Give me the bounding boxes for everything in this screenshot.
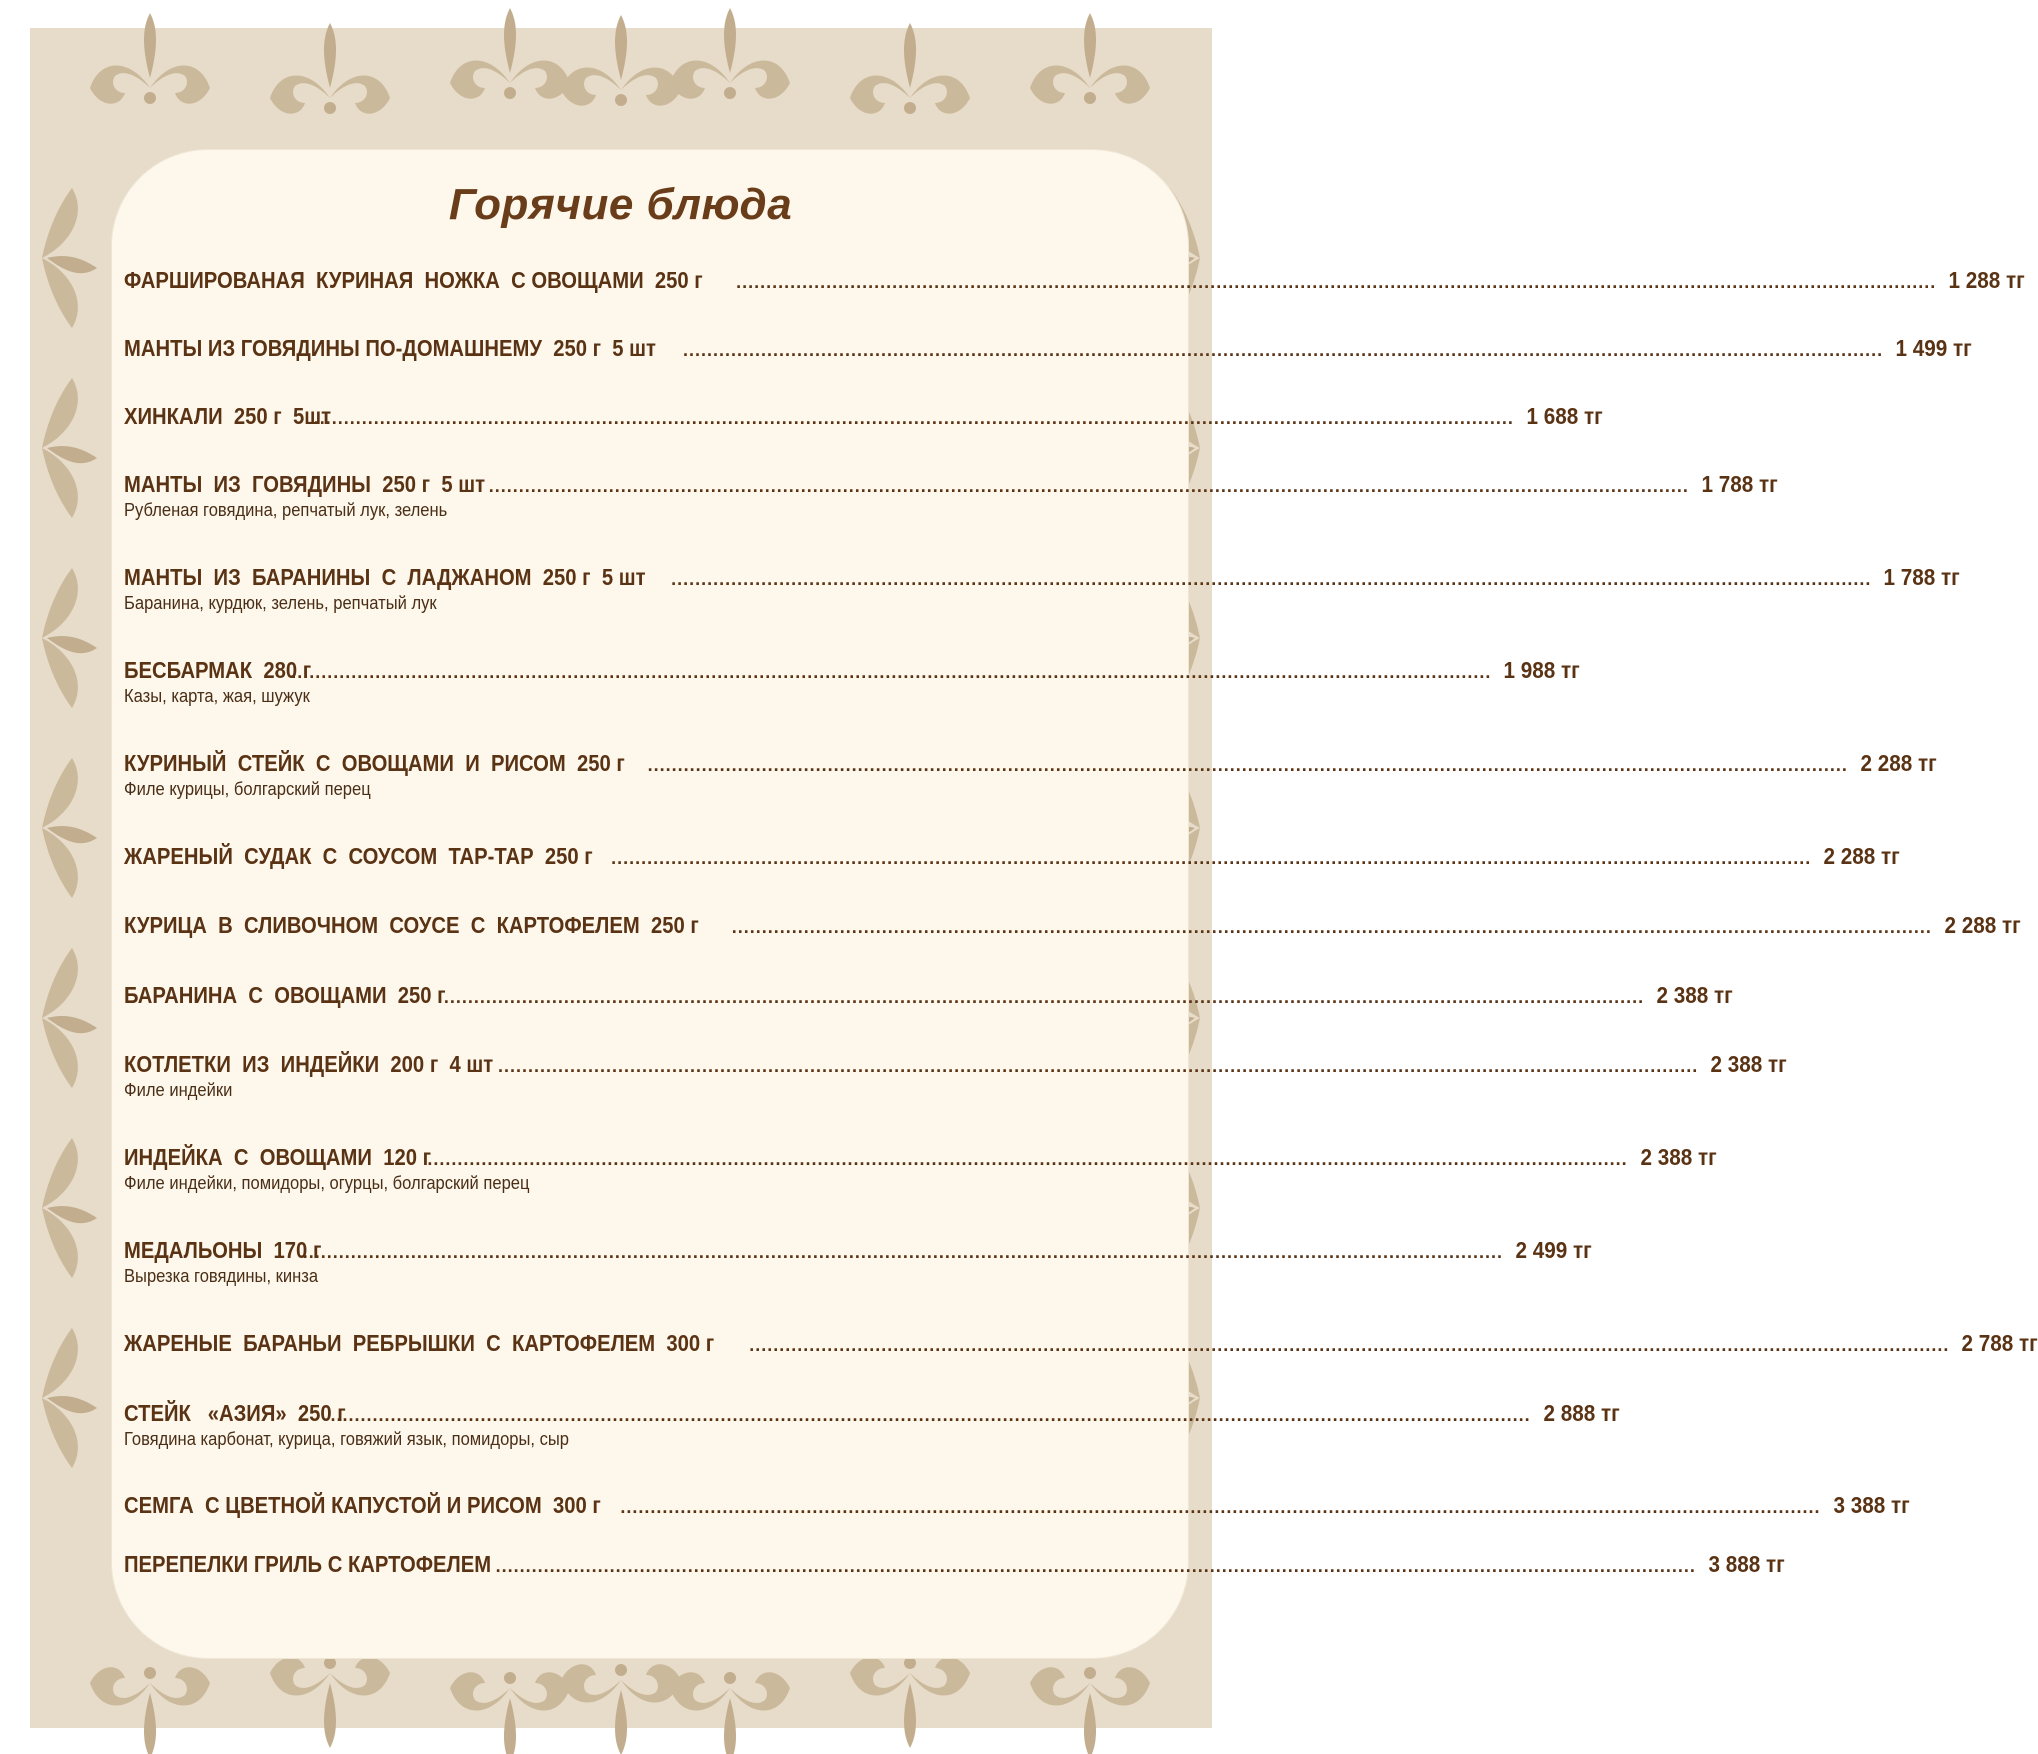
dot-leader: ........................................................................................................................................................................................................ <box>682 340 1884 360</box>
menu-item <box>124 1328 2038 1358</box>
item-price: 1 788 тг <box>1701 471 1778 497</box>
item-description: Рубленая говядина, репчатый лук, зелень <box>124 500 448 520</box>
item-name: ХИНКАЛИ 250 г 5шт <box>124 403 331 429</box>
dot-leader: ........................................................................................................................................................................................................ <box>291 662 1492 682</box>
dot-leader: ........................................................................................................................................................................................................ <box>498 1056 1699 1076</box>
dot-leader: ........................................................................................................................................................................................................ <box>495 1556 1696 1576</box>
menu-item <box>124 1235 1592 1287</box>
menu-item <box>124 748 1937 800</box>
dot-leader: ........................................................................................................................................................................................................ <box>647 755 1848 775</box>
item-name: МАНТЫ ИЗ ГОВЯДИНЫ ПО-ДОМАШНЕМУ 250 г 5 шт <box>124 335 656 361</box>
item-price: 2 499 тг <box>1515 1237 1592 1263</box>
item-name: ФАРШИРОВАНАЯ КУРИНАЯ НОЖКА С ОВОЩАМИ 250 г <box>124 267 703 293</box>
item-name: КУРИНЫЙ СТЕЙК С ОВОЩАМИ И РИСОМ 250 г <box>124 750 625 776</box>
menu-item <box>124 265 2026 295</box>
menu-item <box>124 1549 1785 1579</box>
item-price: 3 388 тг <box>1833 1492 1910 1518</box>
dot-leader: ........................................................................................................................................................................................................ <box>611 848 1812 868</box>
dot-leader: ........................................................................................................................................................................................................ <box>443 987 1645 1007</box>
item-price: 1 288 тг <box>1948 267 2026 293</box>
item-name: ЖАРЕНЫЕ БАРАНЬИ РЕБРЫШКИ С КАРТОФЕЛЕМ 300 г <box>124 1330 715 1356</box>
menu-item <box>124 1142 1717 1194</box>
menu-item <box>124 910 2021 940</box>
menu-item <box>124 562 1961 614</box>
item-price: 2 288 тг <box>1823 843 1901 869</box>
menu-item <box>124 841 1901 871</box>
dot-leader: ........................................................................................................................................................................................................ <box>671 569 1872 589</box>
item-price: 2 888 тг <box>1543 1400 1620 1426</box>
item-price: 3 888 тг <box>1708 1551 1785 1577</box>
item-name: СТЕЙК «АЗИЯ» 250 г <box>124 1400 346 1426</box>
menu-item <box>124 469 1778 521</box>
item-price: 1 788 тг <box>1883 564 1961 590</box>
page-title: Горячие блюда <box>448 180 793 229</box>
dot-leader: ........................................................................................................................................................................................................ <box>731 917 1932 937</box>
item-price: 1 499 тг <box>1895 335 1972 361</box>
menu-item <box>124 655 1581 707</box>
item-description: Говядина карбонат, курица, говяжий язык, помидоры, сыр <box>124 1429 570 1449</box>
dot-leader: ........................................................................................................................................................................................................ <box>749 1335 1950 1355</box>
dot-leader: ........................................................................................................................................................................................................ <box>736 272 1937 292</box>
item-name: ИНДЕЙКА С ОВОЩАМИ 120 г <box>124 1144 432 1170</box>
dot-leader: ........................................................................................................................................................................................................ <box>302 1242 1503 1262</box>
item-name: СЕМГА С ЦВЕТНОЙ КАПУСТОЙ И РИСОМ 300 г <box>124 1492 601 1518</box>
item-price: 2 288 тг <box>1944 912 2021 938</box>
menu-item <box>124 980 1733 1010</box>
dot-leader: ........................................................................................................................................................................................................ <box>330 1405 1531 1425</box>
item-price: 2 388 тг <box>1656 982 1733 1008</box>
menu-item <box>124 333 1972 363</box>
item-name: МАНТЫ ИЗ ГОВЯДИНЫ 250 г 5 шт <box>124 471 485 497</box>
item-name: БЕСБАРМАК 280 г <box>124 657 312 683</box>
item-description: Филе курицы, болгарский перец <box>124 779 371 799</box>
item-price: 2 288 тг <box>1860 750 1937 776</box>
dot-leader: ........................................................................................................................................................................................................ <box>620 1497 1821 1517</box>
item-price: 2 388 тг <box>1710 1051 1787 1077</box>
item-name: КУРИЦА В СЛИВОЧНОМ СОУСЕ С КАРТОФЕЛЕМ 250 г <box>124 912 699 938</box>
item-price: 1 988 тг <box>1503 657 1581 683</box>
menu-item <box>124 1049 1787 1101</box>
item-description: Филе индейки <box>124 1080 233 1100</box>
dot-leader: ........................................................................................................................................................................................................ <box>427 1149 1628 1169</box>
item-name: МАНТЫ ИЗ БАРАНИНЫ С ЛАДЖАНОМ 250 г 5 шт <box>124 564 646 590</box>
item-price: 2 388 тг <box>1640 1144 1717 1170</box>
item-price: 1 688 тг <box>1526 403 1603 429</box>
item-description: Филе индейки, помидоры, огурцы, болгарский перец <box>124 1173 530 1193</box>
item-name: МЕДАЛЬОНЫ 170 г <box>124 1237 322 1263</box>
item-name: КОТЛЕТКИ ИЗ ИНДЕЙКИ 200 г 4 шт <box>124 1051 494 1077</box>
item-name: БАРАНИНА С ОВОЩАМИ 250 г <box>124 982 446 1008</box>
menu-item <box>124 401 1603 431</box>
item-description: Казы, карта, жая, шужук <box>124 686 310 706</box>
dot-leader: ........................................................................................................................................................................................................ <box>313 408 1514 428</box>
item-name: ПЕРЕПЕЛКИ ГРИЛЬ С КАРТОФЕЛЕМ <box>124 1551 492 1577</box>
menu-item <box>124 1398 1620 1450</box>
menu-item <box>124 1490 1910 1520</box>
item-description: Вырезка говядины, кинза <box>124 1266 319 1286</box>
item-name: ЖАРЕНЫЙ СУДАК С СОУСОМ ТАР-ТАР 250 г <box>124 843 593 869</box>
item-description: Баранина, курдюк, зелень, репчатый лук <box>124 593 437 613</box>
dot-leader: ........................................................................................................................................................................................................ <box>488 476 1689 496</box>
item-price: 2 788 тг <box>1961 1330 2038 1356</box>
